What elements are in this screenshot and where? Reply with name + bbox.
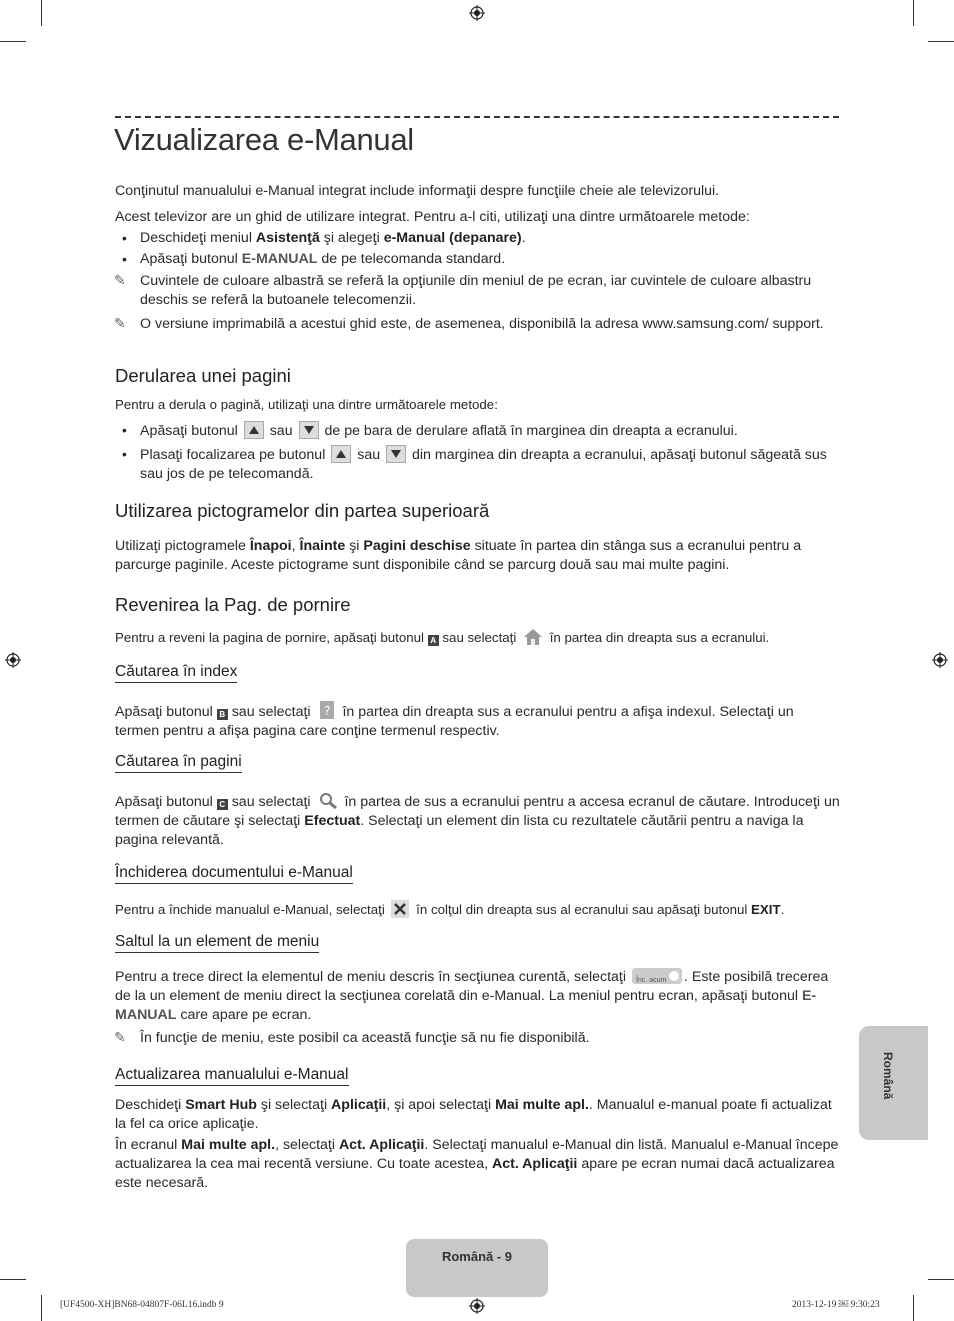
section-text: Pentru a derula o pagină, utilizaţi una dintre următoarele metode:: [115, 397, 498, 412]
bullet-text: Apăsaţi butonul sau de pe bara de derulare aflată în marginea din dreapta a ecranului.: [140, 423, 738, 439]
side-tab-label: Română: [881, 1052, 895, 1100]
page-title: Vizualizarea e-Manual: [114, 122, 414, 157]
section-text: În ecranul Mai multe apl., selectaţi Act. Aplicaţii. Selectaţi manualul e-Manual din listă. Manualul e-Manual începe actualizarea la cea mai recentă versiune. Cu toate acestea, Act. Aplicaţii apare pe ecran numai dacă actualizarea este necesară.: [115, 1137, 839, 1191]
section-text: Pentru a trece direct la elementul de meniu descris în secţiunea curentă, selectaţi Înc. acum . Este posibilă trecerea de la un element de meniu direct la secţiunea corelată din e-Manual. La meniul pentru ecran, apăsaţi butonul E-MANUAL care apare pe ecran.: [115, 969, 829, 1023]
crop-mark: [928, 1279, 954, 1280]
a-button-icon: A: [428, 635, 439, 646]
registration-mark-icon: [469, 1298, 485, 1314]
subsection-heading: Saltul la un element de meniu: [115, 933, 319, 953]
page-number: Română - 9: [441, 1249, 513, 1264]
registration-mark-icon: [469, 5, 485, 21]
page-number-tab: [406, 1239, 548, 1297]
bullet-text: Apăsaţi butonul E-MANUAL de pe telecomanda standard.: [140, 251, 506, 267]
subsection-heading: Actualizarea manualului e-Manual: [115, 1066, 349, 1086]
title-divider: [115, 116, 839, 118]
crop-mark: [0, 41, 26, 42]
crop-mark: [913, 1295, 914, 1321]
intro-paragraph: Conţinutul manualului e-Manual integrat include informaţii despre funcţiile cheie ale televizorului.: [115, 183, 720, 199]
section-text: Apăsaţi butonul C sau selectaţi în partea de sus a ecranului pentru a accesa ecranul de căutare. Introduceţi un termen de căutare şi selectaţi Efectuat. Selectaţi un element din lista cu rezultatele căutării pentru a naviga la pagina relevantă.: [115, 794, 840, 848]
try-now-button-icon: Înc. acum: [632, 968, 682, 984]
up-arrow-icon: [331, 445, 351, 463]
home-icon: [523, 628, 543, 646]
magnifier-icon: [318, 792, 338, 810]
crop-mark: [0, 1279, 26, 1280]
subsection-heading: Închiderea documentului e-Manual: [115, 864, 353, 884]
bullet: •: [122, 446, 127, 462]
b-button-icon: B: [217, 709, 228, 720]
section-text: Apăsaţi butonul B sau selectaţi ? în partea din dreapta sus a ecranului pentru a afişa indexul. Selectaţi un termen pentru a afişa pagina care conţine termenul respectiv.: [115, 700, 841, 741]
note-text: Cuvintele de culoare albastră se referă la opţiunile din meniul de pe ecran, iar cuvintele de culoare albastru deschis se referă la butoanele telecomenzii.: [140, 273, 812, 308]
intro-paragraph: Acest televizor are un ghid de utilizare integrat. Pentru a-l citi, utilizaţi una dintre următoarele metode:: [115, 209, 750, 225]
section-text: Utilizaţi pictogramele Înapoi, Înainte şi Pagini deschise situate în partea din stânga sus a ecranului pentru a parcurge paginile. Aceste pictograme sunt disponibile când se parcurg două sau mai multe pagini.: [115, 538, 802, 573]
down-arrow-icon: [386, 445, 406, 463]
note-text: O versiune imprimabilă a acestui ghid este, de asemenea, disponibilă la adresa www.samsung.com/ support.: [140, 316, 824, 332]
c-button-icon: C: [217, 799, 228, 810]
section-text: Pentru a reveni la pagina de pornire, apăsaţi butonul A sau selectaţi în partea din dreapta sus a ecranului.: [115, 630, 770, 645]
pencil-note-icon: ✎: [114, 1029, 126, 1045]
bullet: •: [122, 422, 127, 438]
section-text: Pentru a închide manualul e-Manual, selectaţi în colţul din dreapta sus al ecranului sau apăsaţi butonul EXIT.: [115, 902, 785, 917]
print-file-info: [UF4500-XH]BN68-04807F-06L16.indb 9: [60, 1300, 224, 1310]
crop-mark: [913, 0, 914, 26]
pencil-note-icon: ✎: [114, 272, 126, 288]
language-side-tab: [859, 1026, 928, 1140]
bullet: •: [122, 230, 127, 246]
bullet-text: Plasaţi focalizarea pe butonul sau din marginea din dreapta a ecranului, apăsaţi butonul săgeată sus sau jos de pe telecomandă.: [140, 447, 827, 482]
crop-mark: [41, 0, 42, 26]
section-heading: Derularea unei pagini: [115, 365, 291, 386]
down-arrow-icon: [299, 421, 319, 439]
bullet-text: Deschideţi meniul Asistenţă şi alegeţi e-Manual (depanare).: [140, 230, 526, 246]
section-heading: Revenirea la Pag. de pornire: [115, 594, 351, 615]
crop-mark: [41, 1295, 42, 1321]
pencil-note-icon: ✎: [114, 315, 126, 331]
print-timestamp: 2013-12-19 ￼ 9:30:23: [792, 1300, 880, 1310]
subsection-heading: Căutarea în index: [115, 663, 237, 683]
index-icon: [318, 700, 336, 720]
crop-mark: [928, 41, 954, 42]
section-heading: Utilizarea pictogramelor din partea superioară: [115, 500, 490, 521]
section-text: Deschideţi Smart Hub şi selectaţi Aplicaţii, şi apoi selectaţi Mai multe apl.. Manualul e-manual poate fi actualizat la fel ca orice aplicaţie.: [115, 1097, 832, 1132]
up-arrow-icon: [244, 421, 264, 439]
close-icon: [391, 900, 409, 918]
subsection-heading: Căutarea în pagini: [115, 753, 242, 773]
registration-mark-icon: [5, 652, 21, 668]
note-text: În funcţie de meniu, este posibil ca această funcţie să nu fie disponibilă.: [140, 1030, 590, 1046]
svg-text:?: ?: [323, 704, 330, 718]
bullet: •: [122, 251, 127, 267]
registration-mark-icon: [932, 652, 948, 668]
